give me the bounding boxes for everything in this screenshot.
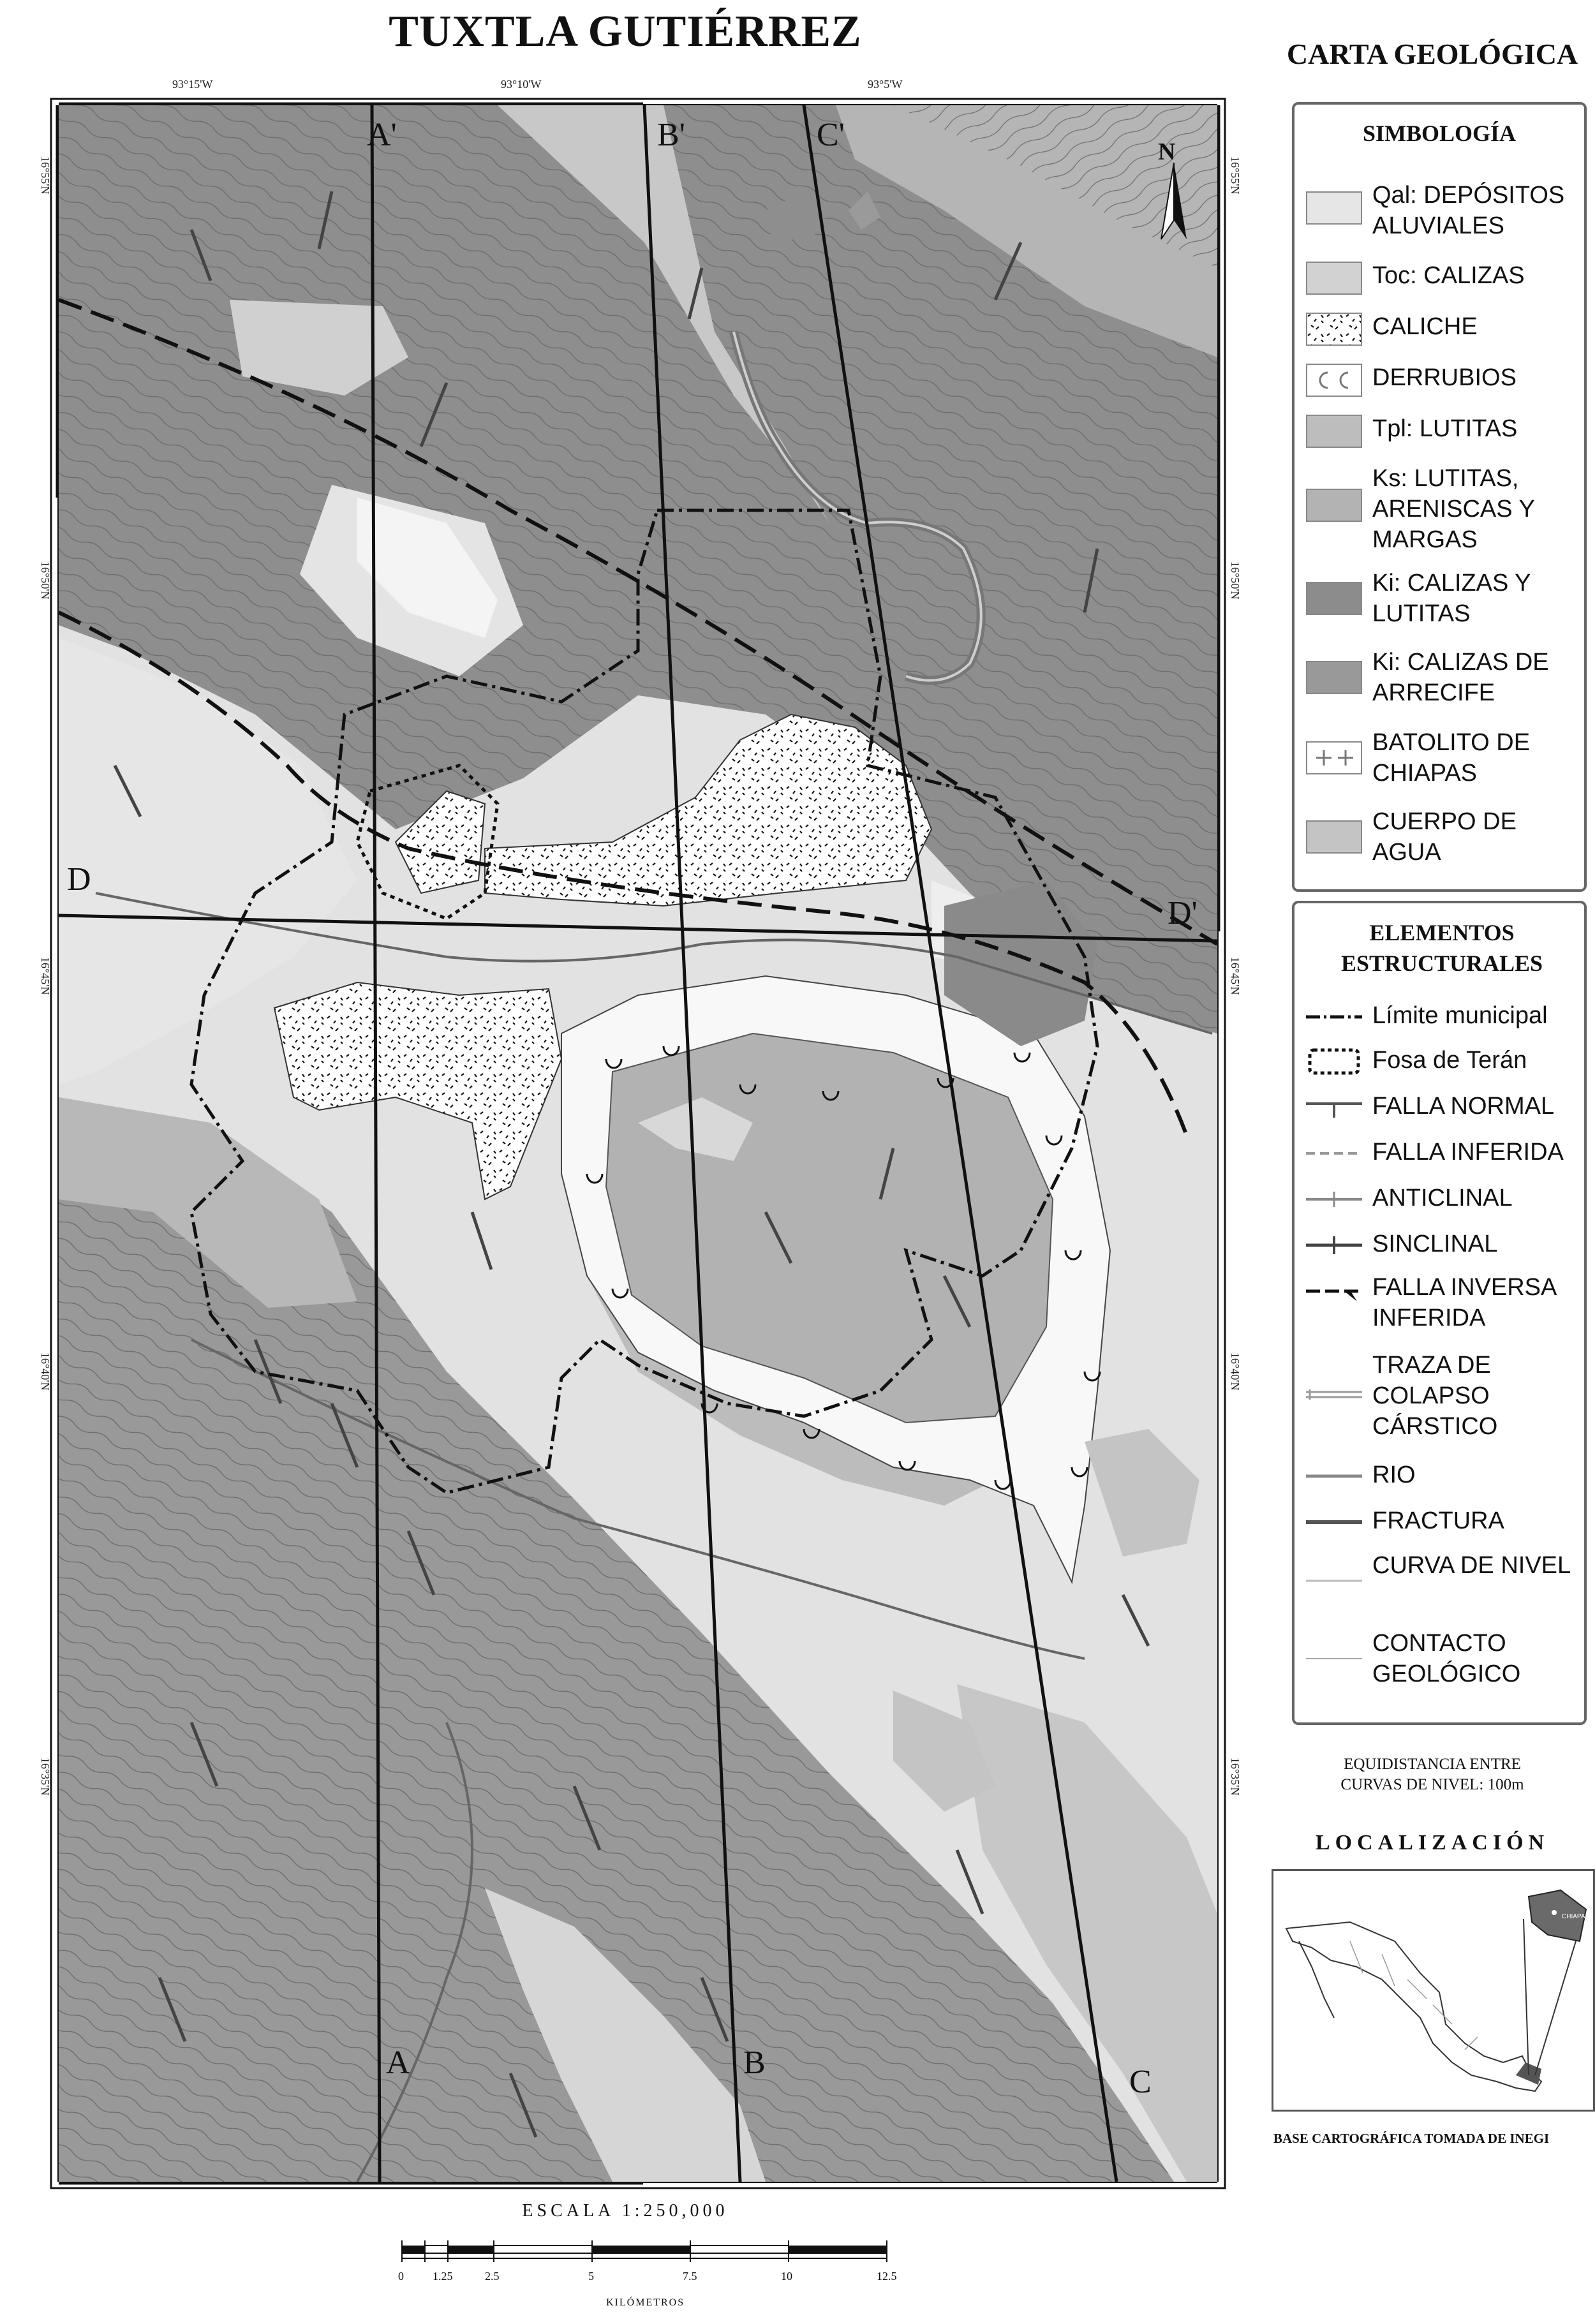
legend-label-sinclinal: SINCLINAL [1372,1231,1498,1257]
scale-tick-4: 7.5 [683,2270,697,2283]
symbol-falla-normal [1306,1091,1362,1124]
legend-label-ki-lutitas: Ki: CALIZAS Y LUTITAS [1372,570,1531,627]
legend-item-curva-nivel [1295,1550,1584,1620]
coord-top-3: 93°5'W [868,78,903,91]
legend-item-colapso [1295,1350,1584,1446]
legend-label-falla-inferida: FALLA INFERIDA [1372,1139,1564,1166]
swatch-ks [1306,489,1362,522]
swatch-derrubios [1306,364,1362,397]
legend-label-toc: Toc: CALIZAS [1372,262,1525,289]
chiapas-label: CHIAPAS [1562,1913,1590,1920]
label-d-left: D [67,861,91,898]
legend-item-falla-normal [1295,1088,1584,1127]
equidistancia-note [1270,1754,1595,1795]
legend-item-contacto [1295,1628,1584,1698]
legend-label-derrubios: DERRUBIOS [1372,364,1517,391]
coord-left-1: 16°55'N [39,156,52,195]
coord-top-2: 93°10'W [501,78,542,91]
simbologia-title: SIMBOLOGÍA [1362,121,1517,146]
legend-label-tpl: Tpl: LUTITAS [1372,415,1518,442]
base-cartografica-note: BASE CARTOGRÁFICA TOMADA DE INEGI [1273,2131,1550,2146]
label-d-right: D' [1168,895,1198,931]
symbol-sinclinal [1306,1229,1362,1262]
simbologia-panel [1292,102,1587,892]
swatch-caliche [1306,313,1362,346]
coord-right-3: 16°45'N [1229,957,1242,995]
label-c-top: C' [817,117,845,153]
estructurales-title: ELEMENTOS ESTRUCTURALES [1340,920,1543,976]
legend-label-anticlinal: ANTICLINAL [1372,1185,1513,1211]
coord-top-1: 93°15'W [172,78,213,91]
scale-tick-6: 12.5 [877,2270,897,2283]
swatch-qal [1306,191,1362,225]
coord-left-3: 16°45'N [39,957,52,995]
legend-label-agua: CUERPO DE AGUA [1372,808,1517,866]
legend-label-fosa: Fosa de Terán [1372,1047,1527,1074]
legend-label-ks: Ks: LUTITAS, ARENISCAS Y MARGAS [1372,465,1535,553]
coord-left-4: 16°40'N [39,1352,52,1391]
legend-label-qal: Qal: DEPÓSITOS ALUVIALES [1372,182,1565,239]
swatch-agua [1306,820,1362,854]
legend-item-agua [1295,806,1584,877]
symbol-falla-inferida [1306,1137,1362,1170]
legend-item-ki-lutitas [1295,568,1584,638]
legend-item-ks [1295,463,1584,559]
scale-tick-1: 1.25 [433,2270,453,2283]
swatch-batolito [1306,741,1362,774]
label-b-top: B' [657,117,686,153]
north-label: N [1158,138,1176,165]
scale-tick-0: 0 [398,2270,404,2283]
legend-item-limite [1295,998,1584,1036]
map-title: TUXTLA GUTIÉRREZ [389,7,862,56]
geology-units [59,105,1217,2182]
legend-item-fractura [1295,1503,1584,1541]
symbol-rio [1306,1460,1362,1493]
coord-right-4: 16°40'N [1229,1352,1242,1391]
legend-label-curva-nivel: CURVA DE NIVEL [1372,1552,1571,1579]
legend-label-limite: Límite municipal [1372,1002,1548,1029]
scale-segments [402,2246,887,2258]
label-b-bottom: B [743,2045,766,2081]
scale-tick-3: 5 [588,2270,594,2283]
legend-label-falla-normal: FALLA NORMAL [1372,1093,1555,1120]
legend-label-rio: RIO [1372,1462,1416,1488]
legend-item-falla-inferida [1295,1134,1584,1173]
legend-label-fractura: FRACTURA [1372,1507,1504,1534]
legend-label-caliche: CALICHE [1372,313,1478,340]
label-a-bottom: A [386,2045,410,2081]
legend-item-batolito [1295,727,1584,797]
legend-item-qal [1295,180,1584,250]
symbol-curva-nivel [1306,1564,1362,1597]
swatch-ki-lutitas [1306,582,1362,615]
legend-item-ki-arrecife [1295,647,1584,717]
swatch-ki-arrecife [1306,661,1362,694]
symbol-anticlinal [1306,1183,1362,1216]
symbol-falla-inversa [1306,1278,1362,1312]
symbol-fractura [1306,1506,1362,1539]
legend-item-rio [1295,1457,1584,1495]
coord-right-1: 16°55'N [1229,156,1242,195]
scale-bar [383,2226,919,2322]
mexico-locator-map [1273,1871,1593,2110]
estructurales-panel [1292,901,1587,1725]
coord-left-2: 16°50'N [39,561,52,600]
coord-right-2: 16°50'N [1229,561,1242,600]
symbol-colapso-carstico [1306,1379,1362,1412]
scale-tick-5: 10 [781,2270,792,2283]
symbol-contacto [1306,1642,1362,1675]
coord-right-5: 16°35'N [1229,1758,1242,1796]
swatch-toc [1306,262,1362,295]
localizacion-map [1272,1869,1595,2112]
legend-label-ki-arrecife: Ki: CALIZAS DE ARRECIFE [1372,649,1549,706]
label-c-bottom: C [1129,2064,1152,2100]
label-a-top: A' [367,117,397,153]
symbol-fosa-teran [1306,1045,1362,1078]
legend-item-fosa [1295,1042,1584,1081]
legend-label-contacto: CONTACTO GEOLÓGICO [1372,1630,1521,1687]
legend-label-batolito: BATOLITO DE CHIAPAS [1372,729,1531,787]
scale-unit: KILÓMETROS [606,2297,685,2308]
legend-item-sinclinal [1295,1226,1584,1264]
localizacion-title: LOCALIZACIÓN [1315,1831,1550,1854]
equidistancia-line1: EQUIDISTANCIA ENTRE [1344,1756,1521,1773]
coord-left-5: 16°35'N [39,1758,52,1796]
legend-item-anticlinal [1295,1180,1584,1218]
chart-title: CARTA GEOLÓGICA [1286,38,1578,70]
scale-title: ESCALA 1:250,000 [522,2201,729,2221]
symbol-limite-municipal [1306,1000,1362,1033]
equidistancia-line2: CURVAS DE NIVEL: 100m [1340,1776,1524,1793]
legend-item-falla-inversa [1295,1272,1584,1342]
legend-label-falla-inversa: FALLA INVERSA INFERIDA [1372,1274,1556,1331]
swatch-tpl [1306,415,1362,448]
scale-tick-2: 2.5 [485,2270,500,2283]
legend-label-colapso: TRAZA DE COLAPSO CÁRSTICO [1372,1352,1498,1440]
